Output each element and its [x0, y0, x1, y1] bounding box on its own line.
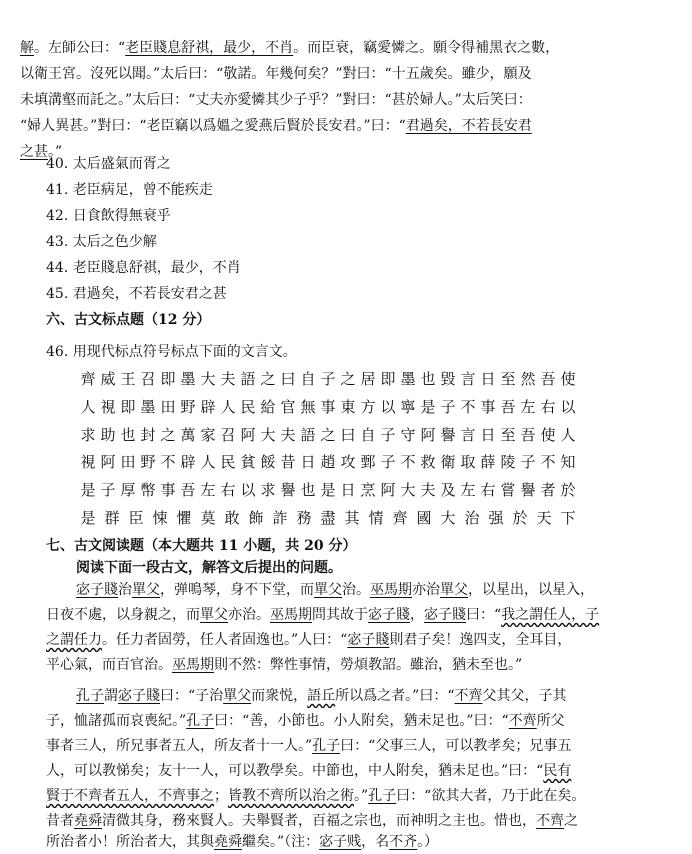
- exercise-char: 也: [300, 481, 316, 500]
- exercise-char: 詐: [272, 508, 288, 527]
- exercise-char: 大: [260, 425, 276, 444]
- question-42: 42. 日食飲得無衰乎: [46, 208, 171, 224]
- exercise-char: 自: [300, 370, 316, 388]
- exercise-char: 無: [300, 397, 316, 416]
- exercise-char: 野: [140, 453, 156, 472]
- exercise-char: 子: [380, 453, 396, 472]
- exercise-char: 守: [400, 425, 416, 444]
- exercise-char: 務: [296, 508, 312, 527]
- p2-line-7: 所治者小！所治者大，其與堯舜繼矣。”（注：宓子贱，名不齐。）: [46, 834, 439, 850]
- exercise-row: [78, 422, 578, 450]
- exercise-char: 官: [280, 397, 296, 416]
- exercise-char: 悚: [152, 508, 168, 527]
- exercise-char: 人: [560, 425, 576, 444]
- exercise-char: 不: [400, 453, 416, 472]
- exercise-char: 封: [140, 425, 156, 444]
- exercise-char: 衛: [440, 453, 456, 472]
- exercise-char: 及: [440, 481, 456, 500]
- exercise-char: 阿: [420, 425, 436, 444]
- exercise-char: 是: [80, 481, 96, 500]
- exercise-char: 吾: [520, 425, 536, 444]
- exercise-char: 右: [480, 481, 496, 500]
- exercise-char: 莫: [200, 508, 216, 527]
- exercise-char: 救: [420, 453, 436, 472]
- exercise-char: 言: [460, 425, 476, 444]
- exercise-char: 也: [420, 370, 436, 388]
- exercise-char: 言: [460, 370, 476, 388]
- p2-line-2: 子，恤諸孤而哀喪紀。”孔子曰：“善，小節也。小人附矣，猶未足也。”曰：“不齊所父: [46, 713, 565, 729]
- exercise-char: 厚: [120, 481, 136, 500]
- p1-line-4: 平心氣，而百官治。巫馬期則不然：弊性事情，勞煩教詔。雖治，猶未至也。”: [46, 657, 523, 673]
- exercise-char: 助: [100, 425, 116, 444]
- exercise-char: 子: [100, 481, 116, 500]
- passage-line-1: [0, 36, 692, 60]
- section-7-instruction: 阅读下面一段古文，解答文后提出的问题。: [76, 560, 342, 576]
- exercise-char: 阿: [100, 453, 116, 472]
- exercise-char: 貧: [240, 453, 256, 472]
- exercise-char: 是: [420, 397, 436, 416]
- exercise-char: 召: [140, 370, 156, 388]
- exercise-char: 攻: [340, 453, 356, 472]
- exercise-char: 居: [360, 370, 376, 388]
- question-44: 44. 老臣賤息舒祺，最少，不肖: [46, 260, 241, 276]
- exercise-char: 之: [260, 370, 276, 388]
- exercise-char: 嘗: [500, 481, 516, 500]
- exercise-char: 吾: [500, 397, 516, 416]
- text-run: 。而臣衰，竊愛憐之。願令得補黑衣之數，: [293, 40, 560, 56]
- exercise-char: 家: [200, 425, 216, 444]
- exercise-row: [78, 477, 578, 505]
- exercise-char: 幣: [140, 481, 156, 500]
- exercise-char: 即: [380, 370, 396, 388]
- exercise-char: 於: [512, 508, 528, 527]
- exercise-char: 鄄: [360, 453, 376, 472]
- exercise-char: 也: [120, 425, 136, 444]
- exercise-char: 至: [500, 425, 516, 444]
- passage-line-4: [0, 114, 692, 138]
- exercise-char: 取: [460, 453, 476, 472]
- exercise-char: 懼: [176, 508, 192, 527]
- exercise-char: 田: [120, 453, 136, 472]
- exercise-char: 日: [340, 481, 356, 500]
- exercise-char: 薛: [480, 453, 496, 472]
- text-run: “婦人異甚。”對曰：“老臣竊以爲媼之愛燕后賢於長安君。”曰：“: [20, 118, 406, 134]
- exercise-row: [78, 449, 578, 477]
- exercise-char: 飾: [248, 508, 264, 527]
- exercise-char: 阿: [240, 425, 256, 444]
- exercise-char: 左: [460, 481, 476, 500]
- question-46: 46. 用现代标点符号标点下面的文言文。: [46, 344, 297, 360]
- exercise-char: 臣: [128, 508, 144, 527]
- passage-line-3: 未填溝壑而託之。”太后曰：“丈夫亦愛憐其少子乎？”對曰：“甚於婦人。”太后笑曰：: [20, 92, 532, 108]
- exercise-char: 大: [200, 370, 216, 388]
- question-41: 41. 老臣病足，曾不能疾走: [46, 182, 213, 198]
- exercise-char: 召: [220, 425, 236, 444]
- question-45: 45. 君過矣，不若長安君之甚: [46, 286, 227, 302]
- text-run: 。左師公曰：“: [34, 40, 126, 56]
- exercise-char: 事: [160, 481, 176, 500]
- exercise-char: 吾: [180, 481, 196, 500]
- exercise-char: 民: [220, 453, 236, 472]
- exercise-char: 强: [488, 508, 504, 527]
- exercise-char: 以: [380, 397, 396, 416]
- exercise-char: 天: [536, 508, 552, 527]
- exercise-char: 即: [160, 370, 176, 388]
- exercise-char: 方: [360, 397, 376, 416]
- exercise-char: 情: [368, 508, 384, 527]
- p2-line-4: 人，可以教悌矣；友十一人，可以教學矣。中節也，中人附矣，猶未足也。”曰：“民有: [46, 763, 572, 779]
- question-43: 43. 太后之色少解: [46, 234, 157, 250]
- exercise-char: 事: [320, 397, 336, 416]
- exercise-char: 人: [220, 397, 236, 416]
- exercise-char: 譽: [520, 481, 536, 500]
- exercise-char: 至: [500, 370, 516, 388]
- exercise-char: 昔: [280, 453, 296, 472]
- passage-line-2: 以衛王宮。沒死以聞。”太后曰：“敬諾。年幾何矣？”對曰：“十五歲矣。雖少，願及: [20, 66, 532, 82]
- exercise-char: 曰: [340, 425, 356, 444]
- exercise-char: 知: [560, 453, 576, 472]
- exercise-char: 其: [344, 508, 360, 527]
- exercise-char: 求: [260, 481, 276, 500]
- exercise-char: 趙: [320, 453, 336, 472]
- underlined-phrase: 之甚: [20, 144, 48, 160]
- exercise-char: 齊: [392, 508, 408, 527]
- exercise-char: 陵: [500, 453, 516, 472]
- exercise-char: 不: [460, 397, 476, 416]
- exercise-char: 日: [300, 453, 316, 472]
- exercise-char: 右: [220, 481, 236, 500]
- exercise-char: 夫: [420, 481, 436, 500]
- exercise-char: 右: [540, 397, 556, 416]
- underlined-phrase: 老臣賤息舒祺，最少，不肖: [125, 40, 294, 56]
- exercise-char: 大: [400, 481, 416, 500]
- exercise-char: 譽: [440, 425, 456, 444]
- underlined-phrase: 君過矣，不若長安君: [405, 118, 532, 134]
- exercise-char: 辟: [180, 453, 196, 472]
- underlined-phrase: 解: [20, 40, 34, 56]
- exercise-char: 夫: [280, 425, 296, 444]
- exercise-char: 之: [160, 425, 176, 444]
- exercise-char: 事: [480, 397, 496, 416]
- exercise-row: [78, 505, 578, 533]
- exercise-char: 敢: [224, 508, 240, 527]
- exercise-char: 視: [100, 397, 116, 416]
- p1-line-3: 之謂任力。任力者固勞，任人者固逸也。”人曰：“宓子賤則君子矣！逸四支，全耳目，: [46, 632, 572, 648]
- exercise-char: 是: [80, 508, 96, 527]
- exercise-char: 之: [340, 370, 356, 388]
- exercise-char: 餒: [260, 453, 276, 472]
- exercise-char: 烹: [360, 481, 376, 500]
- exercise-char: 野: [180, 397, 196, 416]
- exercise-char: 辟: [200, 397, 216, 416]
- exercise-char: 東: [340, 397, 356, 416]
- question-40: 40. 太后盛氣而胥之: [46, 156, 171, 172]
- p2-line-6: 昔者堯舜清微其身，務來賢人。夫舉賢者，百福之宗也，而神明之主也。惜也，不齊之: [46, 813, 578, 829]
- exercise-char: 視: [80, 453, 96, 472]
- exercise-char: 譽: [280, 481, 296, 500]
- p2-line-3: 事者三人，所兄事者五人，所友者十一人。”孔子曰：“父事三人，可以教孝矣；兄事五: [46, 738, 572, 754]
- exercise-char: 曰: [280, 370, 296, 388]
- exercise-char: 使: [540, 425, 556, 444]
- exercise-char: 墨: [180, 370, 196, 388]
- p2-line-1: 孔子謂宓子賤曰：“子治單父而衆悦，語丘所以爲之者。”曰：“不齊父其父，子其: [76, 688, 567, 704]
- exercise-char: 墨: [400, 370, 416, 388]
- exercise-char: 左: [520, 397, 536, 416]
- exercise-char: 者: [540, 481, 556, 500]
- exercise-char: 夫: [220, 370, 236, 388]
- exercise-char: 子: [320, 370, 336, 388]
- exercise-char: 不: [540, 453, 556, 472]
- exercise-char: 然: [520, 370, 536, 388]
- p1-line-2: 日夜不處，以身親之，而單父亦治。巫馬期問其故于宓子賤，宓子賤曰：“我之謂任人，子: [46, 607, 600, 623]
- exercise-char: 盡: [320, 508, 336, 527]
- exercise-char: 齊: [80, 370, 96, 388]
- exercise-char: 之: [320, 425, 336, 444]
- exercise-char: 日: [480, 425, 496, 444]
- exercise-char: 日: [480, 370, 496, 388]
- text-run: 。”: [48, 144, 63, 160]
- exercise-char: 國: [416, 508, 432, 527]
- exercise-char: 子: [380, 425, 396, 444]
- exercise-char: 王: [120, 370, 136, 388]
- exercise-char: 求: [80, 425, 96, 444]
- exercise-char: 吾: [540, 370, 556, 388]
- exercise-char: 子: [520, 453, 536, 472]
- exercise-char: 於: [560, 481, 576, 500]
- exercise-char: 是: [320, 481, 336, 500]
- exercise-char: 自: [360, 425, 376, 444]
- section-6-title: 六、古文标点题（12 分）: [46, 312, 211, 328]
- exercise-char: 墨: [140, 397, 156, 416]
- exercise-row: [78, 394, 578, 422]
- exercise-char: 不: [160, 453, 176, 472]
- exercise-char: 威: [100, 370, 116, 388]
- exercise-row: [78, 366, 578, 394]
- exercise-char: 以: [240, 481, 256, 500]
- exercise-char: 群: [104, 508, 120, 527]
- p2-line-5: 賢于不齊者五人，不齊事之；皆教不齊所以治之術。”孔子曰：“欲其大者，乃于此在矣。: [46, 788, 586, 804]
- punctuation-exercise-grid: [78, 366, 598, 533]
- exercise-char: 治: [464, 508, 480, 527]
- exercise-char: 阿: [380, 481, 396, 500]
- exercise-char: 毀: [440, 370, 456, 388]
- exercise-char: 子: [440, 397, 456, 416]
- exercise-char: 下: [560, 508, 576, 527]
- section-7-title: 七、古文阅读题（本大题共 11 小题，共 20 分）: [46, 538, 357, 554]
- p1-line-1: 宓子賤治單父，弹鳴琴，身不下堂，而單父治。巫馬期亦治單父，以星出，以星入，: [76, 582, 594, 598]
- exercise-char: 人: [80, 397, 96, 416]
- exercise-char: 給: [260, 397, 276, 416]
- exercise-char: 大: [440, 508, 456, 527]
- exercise-char: 左: [200, 481, 216, 500]
- exercise-char: 以: [560, 397, 576, 416]
- exercise-char: 語: [300, 425, 316, 444]
- exercise-char: 田: [160, 397, 176, 416]
- exercise-char: 即: [120, 397, 136, 416]
- exercise-char: 萬: [180, 425, 196, 444]
- exercise-char: 寧: [400, 397, 416, 416]
- exercise-char: 語: [240, 370, 256, 388]
- exercise-char: 使: [560, 370, 576, 388]
- exercise-char: 人: [200, 453, 216, 472]
- exercise-char: 民: [240, 397, 256, 416]
